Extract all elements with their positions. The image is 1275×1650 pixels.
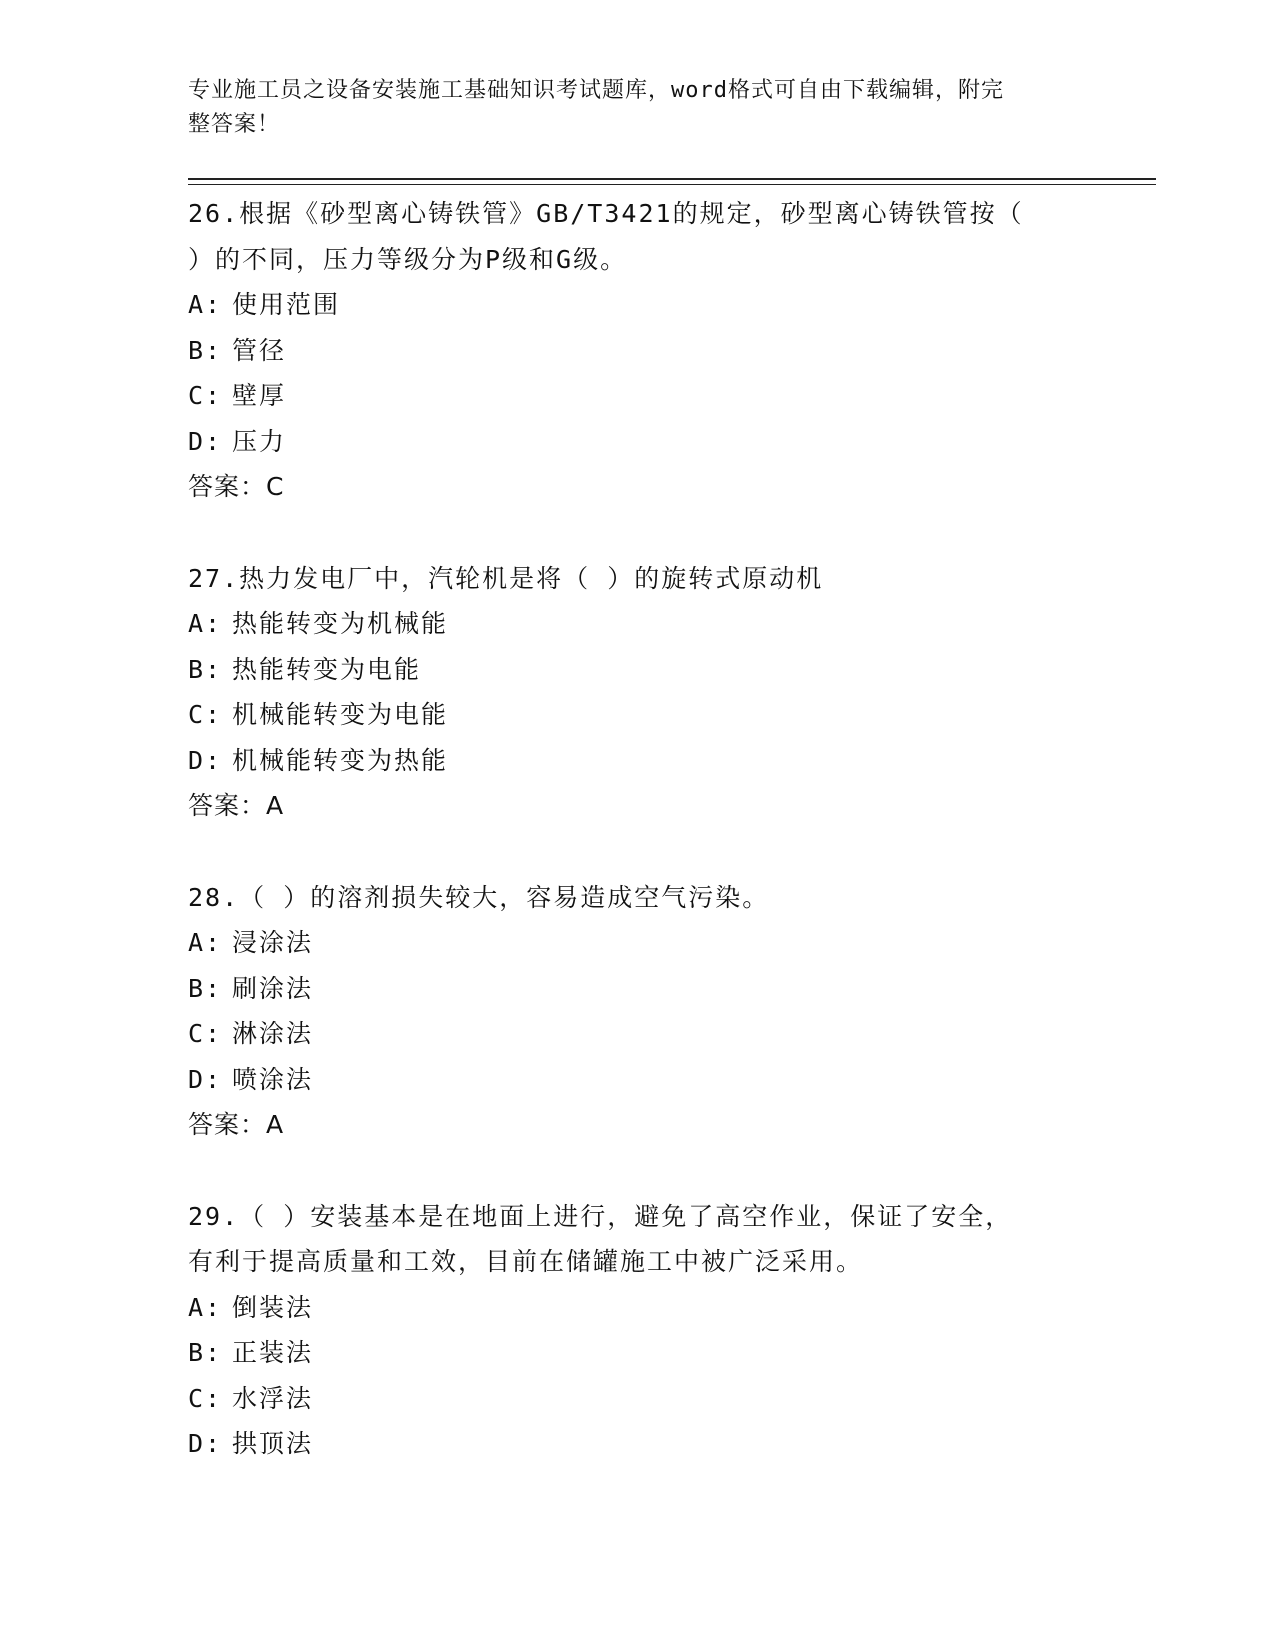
option-b [188, 647, 1088, 693]
option-letter: A: [188, 609, 223, 638]
option-text: 倒装法 [232, 1292, 314, 1322]
question-stem-line: 29.（ ）安装基本是在地面上进行，避免了高空作业，保证了安全， [188, 1201, 1013, 1231]
option-letter: B: [188, 973, 223, 1003]
option-text: 拱顶法 [232, 1429, 314, 1458]
document-header-note [188, 74, 1088, 142]
option-letter: A: [188, 1292, 223, 1322]
option-letter: C: [188, 1019, 223, 1048]
option-d [188, 738, 1088, 784]
option-text: 壁厚 [232, 381, 287, 410]
option-text: 压力 [232, 426, 287, 456]
question-26 [188, 191, 1088, 510]
option-a [188, 601, 1088, 647]
option-text: 热能转变为电能 [232, 654, 422, 684]
answer-line [188, 1102, 1088, 1148]
option-c [188, 1376, 1088, 1422]
option-letter: A: [188, 928, 223, 957]
option-b [188, 966, 1088, 1012]
header-divider-thin [188, 184, 1156, 185]
answer-line [188, 783, 1088, 829]
answer-value: A [266, 1110, 286, 1139]
option-a [188, 1285, 1088, 1331]
option-letter: B: [188, 335, 223, 365]
question-stem-line: 27.热力发电厂中，汽轮机是将（ ）的旋转式原动机 [188, 563, 824, 593]
option-text: 浸涂法 [232, 928, 314, 957]
option-letter: D: [188, 1064, 223, 1094]
option-letter: D: [188, 426, 223, 456]
option-letter: D: [188, 745, 223, 775]
option-letter: D: [188, 1429, 223, 1458]
option-letter: C: [188, 381, 223, 410]
option-letter: C: [188, 1383, 223, 1413]
option-text: 管径 [232, 335, 287, 365]
option-text: 正装法 [232, 1338, 314, 1367]
option-letter: B: [188, 654, 223, 684]
answer-label: 答案： [188, 472, 267, 501]
question-stem-line: 有利于提高质量和工效，目前在储罐施工中被广泛采用。 [188, 1247, 864, 1276]
option-a [188, 920, 1088, 966]
option-text: 热能转变为机械能 [232, 609, 449, 638]
option-b [188, 1330, 1088, 1376]
question-28 [188, 875, 1088, 1148]
option-c [188, 1011, 1088, 1057]
answer-label: 答案： [188, 1110, 267, 1139]
answer-line [188, 464, 1088, 510]
question-stem-line: 26.根据《砂型离心铸铁管》GB/T3421的规定，砂型离心铸铁管按（ [188, 199, 1024, 228]
option-c [188, 692, 1088, 738]
option-a [188, 282, 1088, 328]
answer-value: C [266, 472, 286, 501]
answer-label: 答案： [188, 791, 267, 820]
answer-value: A [266, 791, 286, 820]
question-stem-line: 28.（ ）的溶剂损失较大，容易造成空气污染。 [188, 882, 770, 912]
option-text: 淋涂法 [232, 1019, 314, 1048]
question-27 [188, 556, 1088, 829]
question-29 [188, 1194, 1088, 1467]
option-text: 机械能转变为热能 [232, 745, 449, 775]
option-d [188, 1421, 1088, 1467]
option-d [188, 1057, 1088, 1103]
option-letter: B: [188, 1338, 223, 1367]
option-c [188, 373, 1088, 419]
option-letter: C: [188, 700, 223, 729]
option-d [188, 419, 1088, 465]
option-text: 水浮法 [232, 1383, 314, 1413]
option-letter: A: [188, 290, 223, 319]
question-stem-line: ）的不同，压力等级分为P级和G级。 [188, 244, 628, 274]
question-list [188, 191, 1088, 1467]
header-note-line-1: 专业施工员之设备安装施工基础知识考试题库，word格式可自由下载编辑，附完 [188, 78, 1004, 103]
option-text: 刷涂法 [232, 973, 314, 1003]
option-text: 喷涂法 [232, 1064, 314, 1094]
option-text: 使用范围 [232, 290, 341, 319]
header-note-line-2: 整答案！ [188, 112, 281, 137]
header-divider-thick [188, 178, 1156, 180]
option-b [188, 328, 1088, 374]
option-text: 机械能转变为电能 [232, 700, 449, 729]
